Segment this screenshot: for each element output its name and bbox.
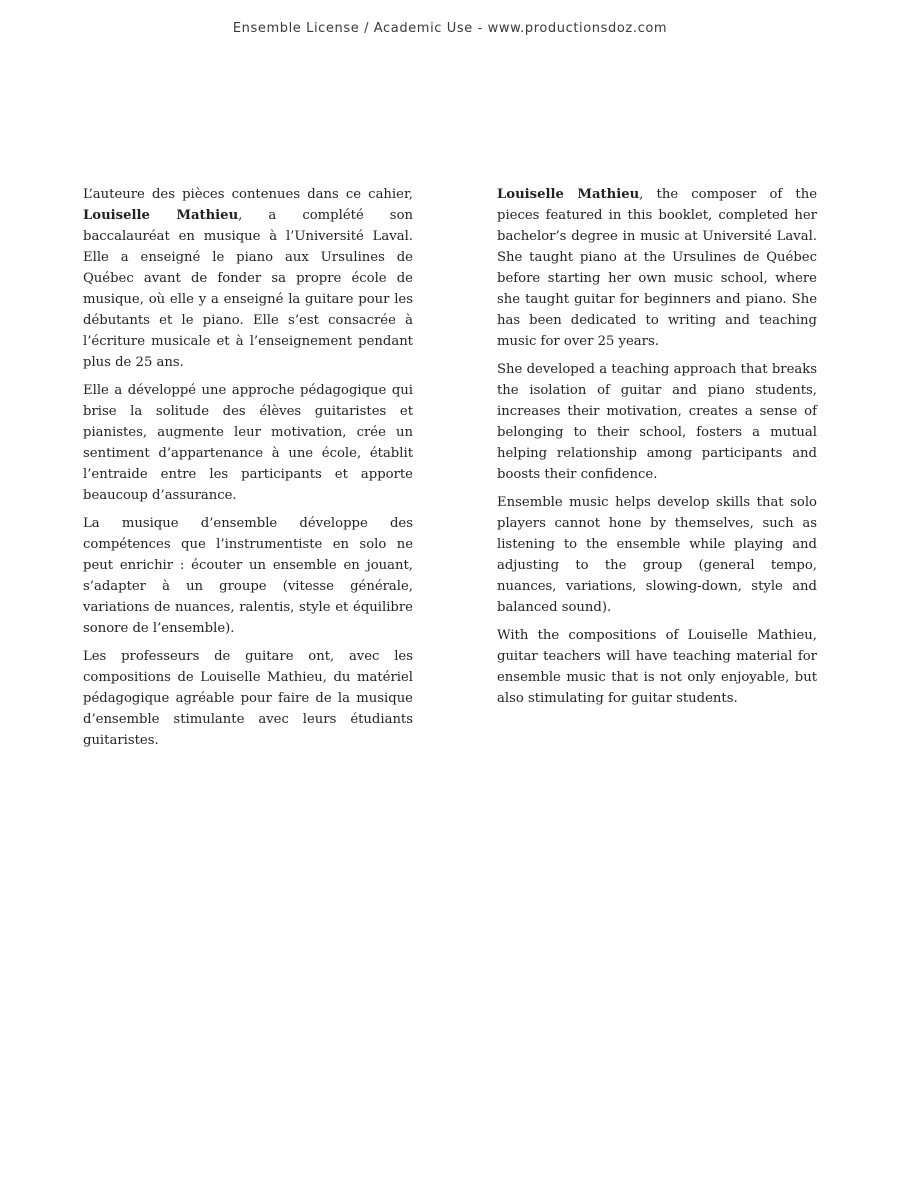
- english-column: [497, 184, 817, 716]
- french-paragraph-4: Les professeurs de guitare ont, avec les compositions de Louiselle Mathieu, du matériel pédagogique agréable pour faire de la musique d’ensemble stimulante avec leurs étudiants guitaristes.: [83, 649, 413, 748]
- english-p1-body: , the composer of the pieces featured in this booklet, completed her bachelor’s degree in music at Université Laval. She taught piano at the Ursulines de Québec before starting her own music school, where she taught guitar for beginners and piano. She has been dedicated to writing and teaching music for over 25 years.: [497, 187, 818, 349]
- english-paragraph-3: Ensemble music helps develop skills that solo players cannot hone by themselves, such as listening to the ensemble while playing and adjusting to the group (general tempo, nuances, variations, slowing-down, style and balanced sound).: [497, 495, 817, 615]
- english-p1-author-name: Louiselle Mathieu: [497, 187, 640, 202]
- english-paragraph-1: [497, 184, 817, 352]
- english-paragraph-2: She developed a teaching approach that breaks the isolation of guitar and piano students, increases their motivation, creates a sense of belonging to their school, fosters a mutual helping relationship among participants and boosts their confidence.: [497, 362, 817, 482]
- license-header: Ensemble License / Academic Use - www.productionsdoz.com: [232, 21, 668, 36]
- french-paragraph-3: La musique d’ensemble développe des compétences que l’instrumentiste en solo ne peut enrichir : écouter un ensemble en jouant, s’adapter à un groupe (vitesse générale, variations de nuances, ralentis, style et équilibre sonore de l’ensemble).: [83, 516, 413, 636]
- english-paragraph-4: With the compositions of Louiselle Mathieu, guitar teachers will have teaching material for ensemble music that is not only enjoyable, but also stimulating for guitar students.: [497, 628, 817, 706]
- french-p1-intro: L’auteure des pièces contenues dans ce cahier,: [83, 187, 413, 202]
- french-column: [83, 184, 413, 758]
- french-paragraph-2: Elle a développé une approche pédagogique qui brise la solitude des élèves guitaristes et pianistes, augmente leur motivation, crée un sentiment d’appartenance à une école, établit l’entraide entre les participants et apporte beaucoup d’assurance.: [83, 383, 413, 503]
- french-p1-author-name: Louiselle Mathieu: [83, 208, 239, 223]
- french-paragraph-1: [83, 184, 413, 373]
- french-p1-body: , a complété son baccalauréat en musique à l’Université Laval. Elle a enseigné le piano aux Ursulines de Québec avant de fonder sa propre école de musique, où elle y a enseigné la guitare pour les débutants et le piano. Elle s’est consacrée à l’écriture musicale et à l’enseignement pendant plus de 25 ans.: [83, 208, 414, 370]
